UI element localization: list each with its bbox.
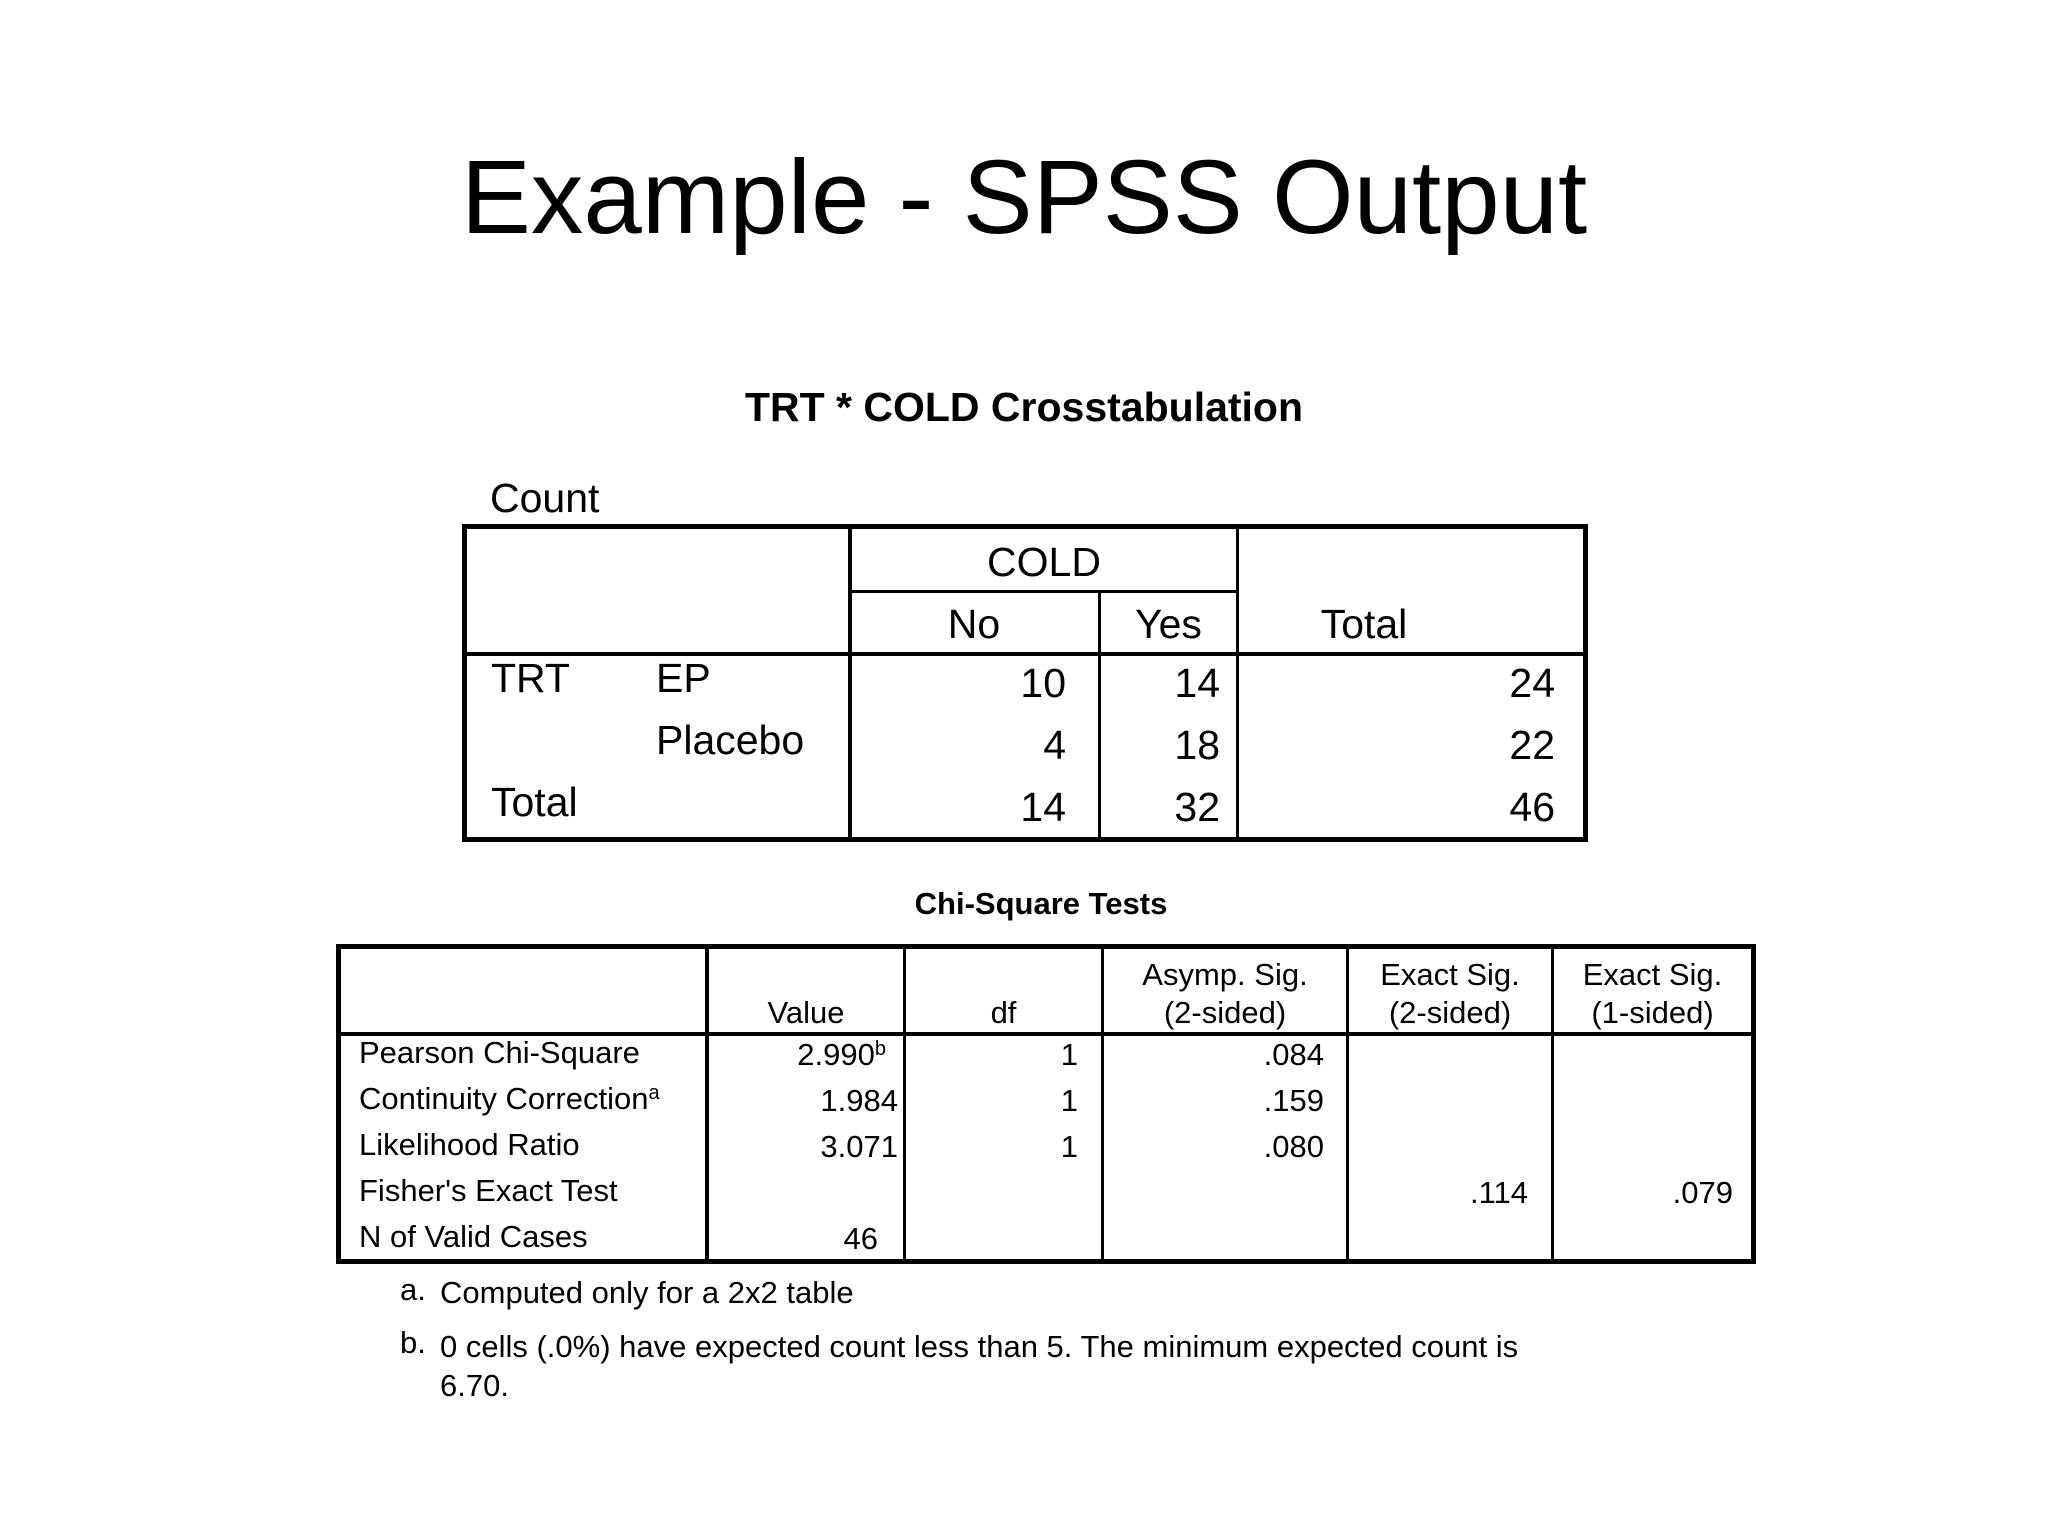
- footnote-ref: a: [648, 1082, 660, 1104]
- chisq-col-asymp-sub: (2-sided): [1163, 995, 1287, 1030]
- chisq-cell-value: 46: [843, 1221, 878, 1256]
- chisq-title: Chi-Square Tests: [914, 886, 1168, 921]
- crosstab-cell: 24: [1509, 660, 1555, 706]
- chisq-cell-value: 2.990$^b$: [797, 1037, 886, 1072]
- chisq-table: [336, 944, 1756, 1264]
- chisq-row-label: Likelihood Ratio: [359, 1127, 580, 1162]
- footnote-mark: a.: [400, 1272, 426, 1307]
- footnote-text: 0 cells (.0%) have expected count less than 5. The minimum expected count is: [440, 1329, 1519, 1364]
- chisq-col-value: Value: [767, 995, 845, 1030]
- chisq-cell-asymp: .080: [1263, 1129, 1324, 1164]
- crosstab-table: [462, 524, 1588, 842]
- crosstab-cell: 10: [1020, 660, 1066, 706]
- crosstab-row-var: TRT: [491, 655, 570, 701]
- slide-title: Example - SPSS Output: [460, 139, 1588, 256]
- crosstab-subtitle: Count: [490, 475, 600, 521]
- chisq-col-exact2-sub: (2-sided): [1388, 995, 1512, 1030]
- chisq-row-label: Fisher's Exact Test: [359, 1173, 618, 1208]
- crosstab-row-label: Placebo: [656, 717, 805, 763]
- crosstab-cell: 4: [1043, 722, 1066, 768]
- chisq-cell-asymp: .159: [1263, 1083, 1324, 1118]
- chisq-row-label: Continuity Correction$^a$: [359, 1081, 660, 1116]
- crosstab-cell: 46: [1509, 784, 1555, 830]
- chisq-cell-df: 1: [1060, 1037, 1078, 1072]
- crosstab-row-label: EP: [656, 655, 711, 701]
- footnote-mark: b.: [400, 1325, 426, 1360]
- crosstab-cell: 22: [1509, 722, 1555, 768]
- chisq-cell-exact2: .114: [1469, 1175, 1528, 1210]
- chisq-cell-df: 1: [1060, 1083, 1078, 1118]
- chisq-row-label: N of Valid Cases: [359, 1219, 588, 1254]
- chisq-row-label: Pearson Chi-Square: [359, 1035, 640, 1070]
- crosstab-divider-cold: [850, 590, 1238, 593]
- crosstab-col-no: No: [947, 601, 1001, 647]
- crosstab-header-rule: [467, 652, 1583, 656]
- chisq-col-df: df: [990, 995, 1017, 1030]
- crosstab-group-header: COLD: [987, 539, 1101, 585]
- chisq-cell-asymp: .084: [1263, 1037, 1324, 1072]
- footnote-text: 6.70.: [440, 1368, 509, 1403]
- crosstab-total-label: Total: [491, 779, 578, 825]
- crosstab-col-yes: Yes: [1135, 601, 1202, 647]
- crosstab-cell: 14: [1020, 784, 1066, 830]
- chisq-cell-value: 3.071: [820, 1129, 898, 1164]
- chisq-cell-exact1: .079: [1672, 1175, 1733, 1210]
- crosstab-cell: 14: [1174, 660, 1220, 706]
- chisq-col-exact1-sub: (1-sided): [1591, 995, 1714, 1030]
- chisq-cell-df: 1: [1060, 1129, 1078, 1164]
- crosstab-cell: 18: [1174, 722, 1220, 768]
- chisq-cell-value: 1.984: [820, 1083, 898, 1118]
- crosstab-cell: 32: [1174, 784, 1220, 830]
- crosstab-col-total: Total: [1320, 601, 1408, 647]
- crosstab-title: TRT * COLD Crosstabulation: [744, 384, 1304, 430]
- chisq-col-asymp: Asymp. Sig.: [1142, 957, 1308, 992]
- footnote-ref: b: [874, 1038, 886, 1060]
- footnote-text: Computed only for a 2x2 table: [440, 1275, 854, 1310]
- chisq-col-exact1: Exact Sig.: [1582, 957, 1723, 992]
- chisq-col-exact2: Exact Sig.: [1380, 957, 1520, 992]
